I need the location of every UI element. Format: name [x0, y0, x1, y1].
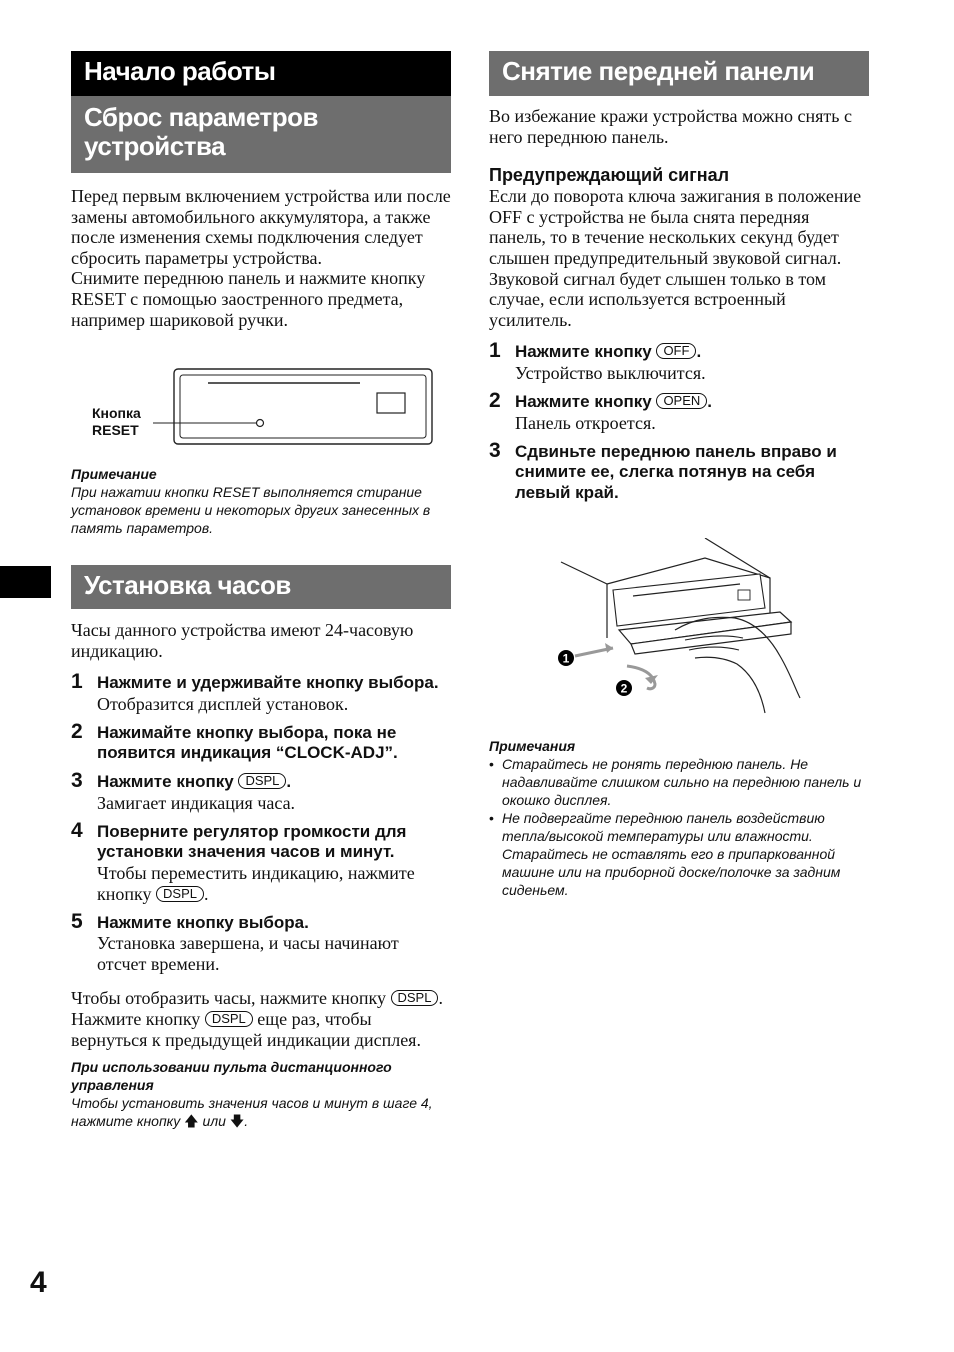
arrow-up-icon: 🡅 — [184, 1113, 199, 1130]
warning-title: Предупреждающий сигнал — [489, 165, 730, 186]
off-button-icon: OFF — [656, 343, 696, 359]
dspl-button-icon: DSPL — [205, 1011, 253, 1027]
panel-removal-illustration — [555, 538, 805, 723]
panel-removal-figure — [555, 538, 805, 723]
section-header-panel-removal: Снятие передней панели — [489, 51, 869, 96]
clock-step-1: 1 Нажмите и удерживайте кнопку выбора. Отобразится дисплей установок. — [71, 670, 439, 714]
dspl-button-icon: DSPL — [391, 990, 439, 1006]
section-tab-marker — [0, 566, 51, 598]
notes-title: Примечания — [489, 738, 576, 754]
note-title: Примечание — [71, 466, 157, 482]
clock-step-5: 5 Нажмите кнопку выбора. Установка завершена, и часы начинают отсчет времени. — [71, 909, 399, 975]
clock-step-4: 4 Поверните регулятор громкости для установки значения часов и минут. Чтобы переместить индикацию, нажмите кнопку DSPL . — [71, 818, 415, 904]
svg-text:1: 1 — [562, 651, 570, 666]
panel-step-3: 3 Сдвиньте переднюю панель вправо и снимите ее, слегка потянув на себя левый край. — [489, 438, 837, 502]
section-header-getting-started: Начало работы — [71, 51, 451, 96]
clock-step-3: 3 Нажмите кнопку DSPL . Замигает индикация часа. — [71, 768, 296, 813]
panel-step-2: 2 Нажмите кнопку OPEN . Панель откроется. — [489, 388, 713, 433]
note-item: • Не подвергайте переднюю панель воздействию тепла/высокой температуры или влажности. Старайтесь не оставлять его в припаркованной машине или на приборной доске/полочке за задним сиденьем. — [489, 809, 869, 899]
left-column — [71, 51, 451, 173]
reset-button-label: Кнопка RESET — [92, 405, 141, 438]
reset-button-hole — [257, 420, 264, 427]
clock-header-wrap — [71, 565, 451, 609]
dspl-button-icon: DSPL — [238, 773, 286, 789]
section-header-reset: Сброс параметров устройства — [71, 96, 451, 173]
page-number: 4 — [30, 1266, 47, 1299]
reset-paragraph-1: Перед первым включением устройства или после замены автомобильного аккумулятора, а также после изменения схемы подключения следует сбросить параметры устройства. — [71, 186, 451, 268]
open-button-icon: OPEN — [656, 393, 707, 409]
reset-text — [71, 186, 451, 330]
clock-intro: Часы данного устройства имеют 24-часовую индикацию. — [71, 620, 414, 661]
clock-outro: Чтобы отобразить часы, нажмите кнопку DSPL . Нажмите кнопку DSPL еще раз, чтобы вернуться к предыдущей индикации дисплея. — [71, 988, 443, 1050]
reset-note — [71, 465, 451, 537]
reset-paragraph-2: Снимите переднюю панель и нажмите кнопку RESET с помощью заостренного предмета, например шариковой ручки. — [71, 268, 426, 330]
remote-note: При использовании пульта дистанционного управления Чтобы установить значения часов и минут в шаге 4, нажмите кнопку 🡅 или 🡇. — [71, 1059, 433, 1130]
note-text: При нажатии кнопки RESET выполняется стирание установок времени и некоторых других занесенных в память параметров. — [71, 484, 431, 536]
clock-content — [71, 620, 451, 1130]
reset-figure — [90, 367, 435, 447]
car-unit-illustration — [90, 367, 435, 447]
panel-intro: Во избежание кражи устройства можно снять с него переднюю панель. — [489, 106, 852, 147]
warning-text: Если до поворота ключа зажигания в положение OFF с устройства не была снята передняя панель, то в течение нескольких секунд будет слышен предупредительный звуковой сигнал. Звуковой сигнал будет слышен только в том случае, если используется встроенный усилитель. — [489, 186, 862, 330]
svg-text:2: 2 — [620, 681, 628, 696]
panel-notes — [489, 737, 869, 899]
dspl-button-icon: DSPL — [156, 886, 204, 902]
panel-removal-content — [489, 106, 869, 503]
arrow-down-icon: 🡇 — [229, 1113, 245, 1130]
clock-step-2: 2 Нажимайте кнопку выбора, пока не появится индикация “CLOCK-ADJ”. — [71, 719, 398, 763]
section-header-clock: Установка часов — [71, 565, 451, 609]
panel-step-1: 1 Нажмите кнопку OFF . Устройство выключится. — [489, 339, 706, 383]
note-item: • Старайтесь не ронять переднюю панель. Не надавливайте слишком сильно на переднюю панель и окошко дисплея. — [489, 755, 869, 809]
right-column — [489, 51, 869, 96]
